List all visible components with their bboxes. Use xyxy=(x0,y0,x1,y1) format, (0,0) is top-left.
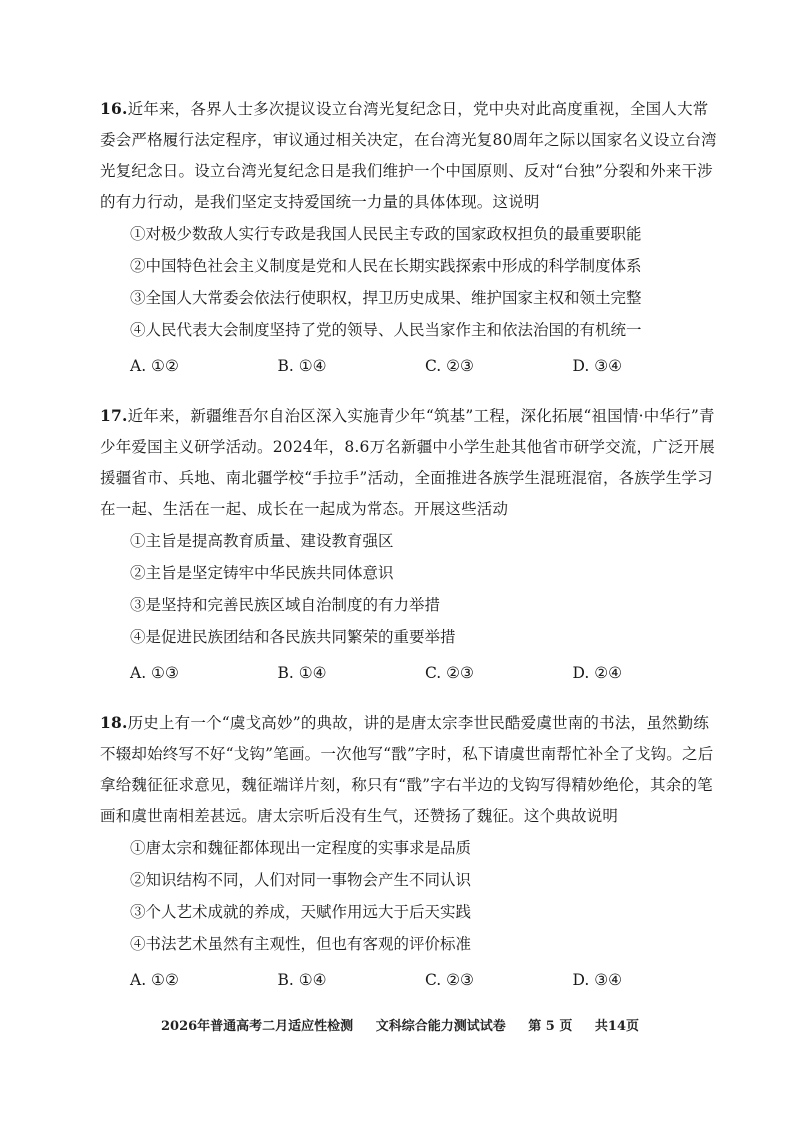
option-d: D. ②④ xyxy=(572,664,623,682)
option-a: A. ①③ xyxy=(130,664,179,682)
exam-title: 2026年普通高考二月适应性检测 xyxy=(161,1019,354,1034)
question-18 xyxy=(100,707,720,996)
option-c: C. ②③ xyxy=(425,971,474,989)
answer-options xyxy=(100,350,720,382)
answer-options xyxy=(100,964,720,996)
question-text: 历史上有一个“虞戈高妙”的典故，讲的是唐太宗李世民酷爱虞世南的书法，虽然勤练不辍却始终写不好“戈钩”笔画。一次他写“戬”字时，私下请虞世南帮忙补全了戈钩。之后拿给魏征征求意见，魏征端详片刻，称只有“戬”字右半边的戈钩写得精妙绝伦，其余的笔画和虞世南相差甚远。唐太宗听后没有生气，还赞扬了魏征。这个典故说明 xyxy=(100,714,714,825)
question-stem xyxy=(100,707,720,832)
statement-3: ③全国人大常委会依法行使职权，捍卫历史成果、维护国家主权和领土完整 xyxy=(130,289,642,307)
question-number: 17. xyxy=(100,406,128,425)
statement-2: ②知识结构不同，人们对同一事物会产生不同认识 xyxy=(130,871,472,889)
page-footer xyxy=(0,1015,800,1034)
question-16 xyxy=(100,93,720,382)
option-b: B. ①④ xyxy=(277,971,327,989)
question-text: 近年来，新疆维吾尔自治区深入实施青少年“筑基”工程，深化拓展“祖国情·中华行”青少年爱国主义研学活动。2024年，8.6万名新疆中小学生赴其他省市研学交流，广泛开展援疆省市、兵地、南北疆学校“手拉手”活动，全面推进各族学生混班混宿，各族学生学习在一起、生活在一起、成长在一起成为常态。开展这些活动 xyxy=(100,407,715,518)
option-a: A. ①② xyxy=(130,357,179,375)
question-number: 18. xyxy=(100,713,128,732)
option-b: B. ①④ xyxy=(277,357,327,375)
statement-1: ①唐太宗和魏征都体现出一定程度的实事求是品质 xyxy=(130,839,472,857)
question-stem xyxy=(100,93,720,218)
statement-3: ③个人艺术成就的养成，天赋作用远大于后天实践 xyxy=(130,903,472,921)
option-d: D. ③④ xyxy=(572,971,623,989)
statement-4: ④人民代表大会制度坚持了党的领导、人民当家作主和依法治国的有机统一 xyxy=(130,321,642,339)
option-b: B. ①④ xyxy=(277,664,327,682)
statement-1: ①主旨是提高教育质量、建设教育强区 xyxy=(130,532,394,550)
statement-4: ④书法艺术虽然有主观性，但也有客观的评价标准 xyxy=(130,935,472,953)
statement-1: ①对极少数敌人实行专政是我国人民民主专政的国家政权担负的最重要职能 xyxy=(130,225,642,243)
answer-options xyxy=(100,657,720,689)
option-c: C. ②③ xyxy=(425,357,474,375)
question-number: 16. xyxy=(100,99,128,118)
question-stem xyxy=(100,400,720,525)
option-d: D. ③④ xyxy=(572,357,623,375)
question-text: 近年来，各界人士多次提议设立台湾光复纪念日，党中央对此高度重视，全国人大常委会严格履行法定程序，审议通过相关决定，在台湾光复80周年之际以国家名义设立台湾光复纪念日。设立台湾光复纪念日是我们维护一个中国原则、反对“台独”分裂和外来干涉的有力行动，是我们坚定支持爱国统一力量的具体体现。这说明 xyxy=(100,100,717,211)
statement-2: ②主旨是坚定铸牢中华民族共同体意识 xyxy=(130,564,394,582)
subject-title: 文科综合能力测试试卷 xyxy=(375,1019,506,1034)
page-number: 第 5 页 xyxy=(528,1019,573,1034)
option-c: C. ②③ xyxy=(425,664,474,682)
page-total: 共14页 xyxy=(594,1019,639,1034)
statement-3: ③是坚持和完善民族区域自治制度的有力举措 xyxy=(130,596,441,614)
option-a: A. ①② xyxy=(130,971,179,989)
question-17 xyxy=(100,400,720,689)
statement-4: ④是促进民族团结和各民族共同繁荣的重要举措 xyxy=(130,628,456,646)
statement-2: ②中国特色社会主义制度是党和人民在长期实践探索中形成的科学制度体系 xyxy=(130,257,642,275)
